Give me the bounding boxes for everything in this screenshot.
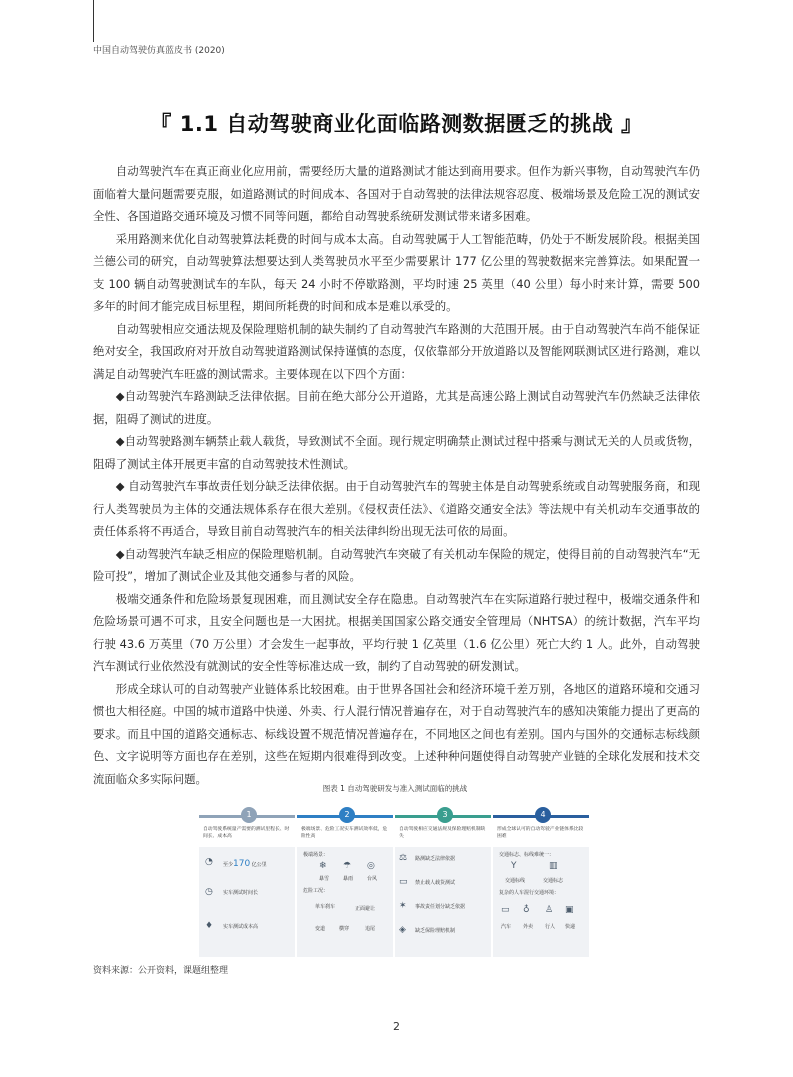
car-icon: ▭ [399, 877, 408, 887]
paragraph: 自动驾驶相应交通法规及保险理赔机制的缺失制约了自动驾驶汽车路测的大范围开展。由于自动驾驶汽车尚不能保证绝对安全，我国政府对开放自动驾驶道路测试保持谨慎的态度，仅依靠部分开放道路以及智能网联测试区进行路测，难以满足自动驾驶汽车旺盛的测试需求。主要体现在以下四个方面： [93, 321, 700, 381]
danger-item: 横穿 [339, 926, 350, 932]
cost-item: 实车测试成本高 [223, 924, 259, 930]
figure [195, 783, 595, 958]
gavel-icon: ⚖ [399, 853, 408, 863]
figure-column-4 [493, 807, 589, 957]
figure-column-3 [395, 807, 491, 957]
road-marking-icon: Y [511, 861, 517, 871]
time-item: 实车测试时间长 [223, 890, 259, 896]
paragraph: ◆自动驾驶汽车路测缺乏法律依据。目前在绝大部分公开道路，尤其是高速公路上测试自动驾驶汽车仍然缺乏法律依据，阻碍了测试的进度。 [93, 389, 700, 426]
column-box [493, 847, 589, 957]
paragraph: ◆自动驾驶路测车辆禁止载人载货，导致测试不全面。现行规定明确禁止测试过程中搭乘与测试无关的人员或货物，阻碍了测试主体开展更丰富的自动驾驶技术性测试。 [93, 434, 700, 471]
traffic-label: 复杂的人车混行交通环境： [499, 890, 560, 896]
danger-item: 正面避让 [355, 906, 376, 912]
column-heading: 形成全球认可的自动驾驶产业链体系比较困难 [497, 827, 584, 839]
column-heading: 极端场景、危险工况实车测试效率低，危险性高 [301, 827, 388, 839]
column-number: 2 [339, 807, 355, 823]
page-title: 『 1.1 自动驾驶商业化面临路测数据匮乏的挑战 』 [150, 112, 643, 136]
money-bag-icon: ♦ [205, 921, 214, 931]
pedestrian-icon: ♙ [545, 905, 554, 915]
distance-text: 至少170 亿公里 [223, 859, 267, 869]
signs-label: 交通标志、标线难统一： [499, 852, 555, 858]
insurance-icon: ◈ [399, 925, 406, 935]
scooter-icon: ♁ [523, 905, 530, 915]
column-heading: 自动驾驶系统量产需要的测试里程长、时间长、成本高 [203, 827, 290, 839]
weather-label: 暴雪 [319, 876, 330, 882]
column-heading: 自动驾驶相应交通法规及保险理赔机制缺失 [399, 827, 486, 839]
package-icon: ▣ [565, 905, 574, 915]
legal-item: 路测缺乏法律依据 [415, 856, 456, 862]
figure-caption: 图表 1 自动驾驶研发与准入测试面临的挑战 [322, 784, 468, 793]
figure-column-2 [297, 807, 393, 957]
traffic-light-icon: ▥ [549, 861, 558, 871]
legal-item: 事故责任划分缺乏依据 [415, 904, 466, 910]
running-head: 中国自动驾驶仿真蓝皮书 (2020) [93, 46, 225, 56]
danger-item: 追尾 [365, 926, 376, 932]
traffic-item: 行人 [545, 924, 556, 930]
paragraph: ◆ 自动驾驶汽车事故责任划分缺乏法律依据。由于自动驾驶汽车的驾驶主体是自动驾驶系统或自动驾驶服务商，和现行人类驾驶员为主体的交通法规体系存在很大差别。《侵权责任法》、《道路交通安全法》等法规中有关机动车交通事故的责任体系将不再适合，导致目前自动驾驶汽车的相关法律纠纷出现无法可依的局面。 [93, 479, 700, 538]
signs-item: 交通标志 [543, 878, 564, 884]
column-box [395, 847, 491, 957]
paragraph: ◆自动驾驶汽车缺乏相应的保险理赔机制。自动驾驶汽车突破了有关机动车保险的规定，使得目前的自动驾驶汽车“无险可投”，增加了测试企业及其他交通参与者的风险。 [93, 546, 700, 583]
paragraph: 自动驾驶汽车在真正商业化应用前，需要经历大量的道路测试才能达到商用要求。但作为新兴事物，自动驾驶汽车仍面临着大量问题需要克服，如道路测试的时间成本、各国对于自动驾驶的法律法规容忍度、极端场景及危险工况的测试安全性、各国道路交通环境及习惯不同等问题，都给自动驾驶系统研发测试带来诸多困难。 [93, 164, 700, 223]
figure-source: 资料来源：公开资料，课题组整理 [93, 966, 229, 976]
danger-item: 变道 [315, 926, 326, 932]
column-number: 3 [437, 807, 453, 823]
extreme-label: 极端场景： [303, 852, 329, 858]
speedometer-icon: ◔ [205, 857, 213, 867]
paragraph: 采用路测来优化自动驾驶算法耗费的时间与成本太高。自动驾驶属于人工智能范畴，仍处于不断发展阶段。根据美国兰德公司的研究，自动驾驶算法想要达到人类驾驶员水平至少需要累计 177 亿公里的驾驶数据来完善算法。如果配置一支 100 辆自动驾驶测试车的车队，每天 24 小时不停歇路测，平均时速 25 英里（40 公里）每小时来计算，需要 500 多年的时间才能完成目标里程，期间所耗费的时间和成本是难以承受的。 [93, 231, 700, 313]
signs-item: 交通标线 [505, 878, 526, 884]
traffic-item: 外卖 [523, 924, 534, 930]
paragraph: 形成全球认可的自动驾驶产业链体系比较困难。由于世界各国社会和经济环境千差万别，各地区的道路环境和交通习惯也大相径庭。中国的城市道路中快递、外卖、行人混行情况普遍存在，对于自动驾驶汽车的感知决策能力提出了更高的要求。而且中国的道路交通标志、标线设置不规范情况普遍存在，不同地区之间也有差别。国内与国外的交通标志标线颜色、文字说明等方面也存在差别，这些在短期内很难得到改变。上述种种问题使得自动驾驶产业链的全球化发展和技术交流面临众多实际问题。 [93, 681, 700, 786]
column-number: 4 [535, 807, 551, 823]
car-icon: ▭ [501, 905, 510, 915]
rain-icon: ☂ [343, 861, 352, 871]
paragraph: 极端交通条件和危险场景复现困难，而且测试安全存在隐患。自动驾驶汽车在实际道路行驶过程中，极端交通条件和危险场景可遇不可求，且安全问题也是一大困扰。根据美国国家公路交通安全管理局（NHTSA）的统计数据，汽车平均行驶 43.6 万英里（70 万公里）才会发生一起事故，平均行驶 1 亿英里（1.6 亿公里）死亡大约 1 人。此外，自动驾驶汽车测试行业依然没有就测试的安全性等标准达成一致，制约了自动驾驶的研发测试。 [93, 591, 700, 673]
collision-icon: ✶ [399, 901, 407, 911]
traffic-item: 汽车 [501, 924, 512, 930]
weather-label: 台风 [367, 876, 378, 882]
weather-label: 暴雨 [343, 876, 354, 882]
figure-column-1 [199, 807, 295, 957]
clock-icon: ◷ [205, 887, 213, 897]
legal-item: 禁止载人载货测试 [415, 880, 456, 886]
danger-label: 危险工况： [303, 888, 329, 894]
column-number: 1 [241, 807, 257, 823]
snow-icon: ❄ [319, 861, 327, 871]
column-box [297, 847, 393, 957]
body-text [93, 160, 700, 790]
page-number: 2 [393, 1020, 400, 1033]
typhoon-icon: ◎ [367, 861, 375, 871]
header-rule [93, 0, 94, 42]
traffic-item: 快递 [565, 924, 576, 930]
column-box [199, 847, 295, 957]
legal-item: 缺乏保险理赔机制 [415, 928, 456, 934]
danger-item: 单车刹车 [315, 904, 336, 910]
